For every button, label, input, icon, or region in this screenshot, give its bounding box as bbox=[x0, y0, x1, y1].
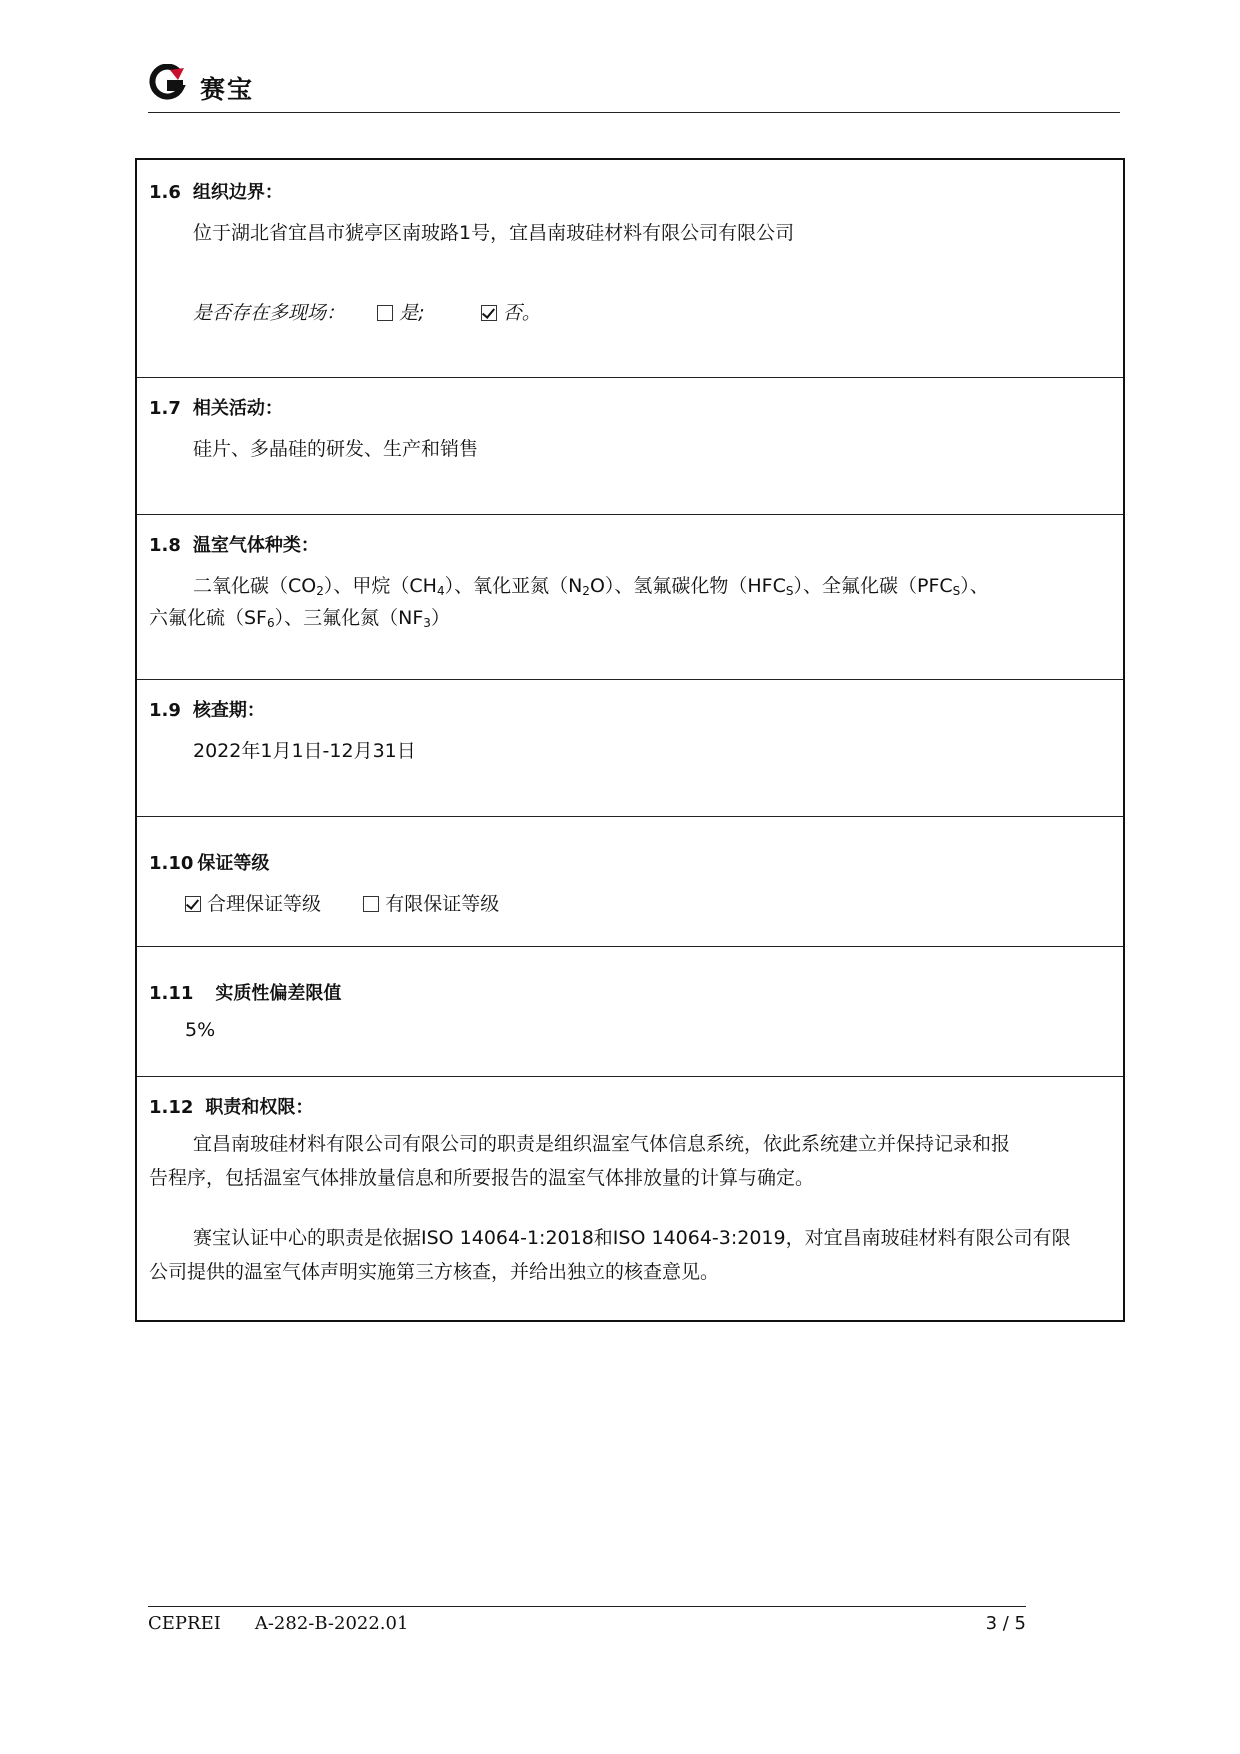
section-activities bbox=[137, 378, 1123, 515]
footer-doc-code: A-282-B-2022.01 bbox=[254, 1613, 409, 1634]
ghg-list-line2: 六氟化硫$(SF_6)$、三氟化氮$(NF_3)$ bbox=[149, 607, 450, 630]
period-text: 2022年1月1日-12月31日 bbox=[193, 740, 416, 762]
ghg-list-line1: 二氧化碳$(CO_2)$、甲烷$(CH_4)$、氧化亚氮$(N_2O)$、氢氟碳化物$(HFC_S)$、全氟化碳$(PFC_S)$、 bbox=[193, 575, 989, 598]
section-title: 1.8 温室气体种类： bbox=[149, 535, 319, 556]
section-assurance-level bbox=[137, 817, 1123, 947]
org-boundary-text: 位于湖北省宜昌市猇亭区南玻路1号，宜昌南玻硅材料有限公司有限公司 bbox=[193, 222, 795, 244]
section-verification-period bbox=[137, 680, 1123, 817]
option-no-label: 否。 bbox=[502, 302, 541, 324]
responsibility-paragraph-1: 宜昌南玻硅材料有限公司有限公司的职责是组织温室气体信息系统，依此系统建立并保持记录和报 告程序，包括温室气体排放量信息和所要报告的温室气体排放量的计算与确定。 bbox=[149, 1133, 1011, 1189]
page-number: 3 / 5 bbox=[985, 1613, 1026, 1634]
logo-text: 赛宝 bbox=[200, 75, 255, 104]
checkbox-limited[interactable] bbox=[363, 896, 379, 912]
section-title: 1.10 保证等级 bbox=[149, 853, 270, 874]
section-title: 1.9 核查期： bbox=[149, 700, 265, 721]
multi-site-row bbox=[193, 298, 541, 325]
checkbox-yes[interactable] bbox=[377, 305, 393, 321]
option-yes-label: 是; bbox=[399, 302, 425, 324]
checkbox-no[interactable] bbox=[481, 305, 497, 321]
section-org-boundary bbox=[137, 160, 1123, 378]
responsibility-paragraph-2: 赛宝认证中心的职责是依据ISO 14064-1:2018和ISO 14064-3:2019，对宜昌南玻硅材料有限公司有限 公司提供的温室气体声明实施第三方核查，并给出独立的核查意见。 bbox=[149, 1227, 1071, 1283]
section-title: 1.6 组织边界： bbox=[149, 182, 283, 203]
footer-doc-id bbox=[148, 1613, 408, 1634]
section-ghg-types bbox=[137, 515, 1123, 680]
checkbox-reasonable[interactable] bbox=[185, 896, 201, 912]
page-footer bbox=[148, 1606, 1026, 1647]
cepre-logo-icon bbox=[148, 64, 188, 100]
section-title: 1.7 相关活动： bbox=[149, 398, 283, 419]
footer-org: CEPREI bbox=[148, 1613, 221, 1634]
section-title: 1.11 实质性偏差限值 bbox=[149, 983, 342, 1004]
assurance-options bbox=[185, 889, 499, 916]
section-responsibilities bbox=[137, 1077, 1123, 1322]
multi-site-label: 是否存在多现场： bbox=[193, 302, 346, 324]
option-reasonable-label: 合理保证等级 bbox=[207, 893, 322, 915]
section-materiality bbox=[137, 947, 1123, 1077]
section-title: 1.12 职责和权限： bbox=[149, 1097, 314, 1118]
activities-text: 硅片、多晶硅的研发、生产和销售 bbox=[193, 438, 479, 460]
materiality-value: 5% bbox=[185, 1019, 216, 1041]
info-table bbox=[135, 158, 1125, 1322]
option-limited-label: 有限保证等级 bbox=[385, 893, 500, 915]
page-header bbox=[148, 60, 1120, 113]
